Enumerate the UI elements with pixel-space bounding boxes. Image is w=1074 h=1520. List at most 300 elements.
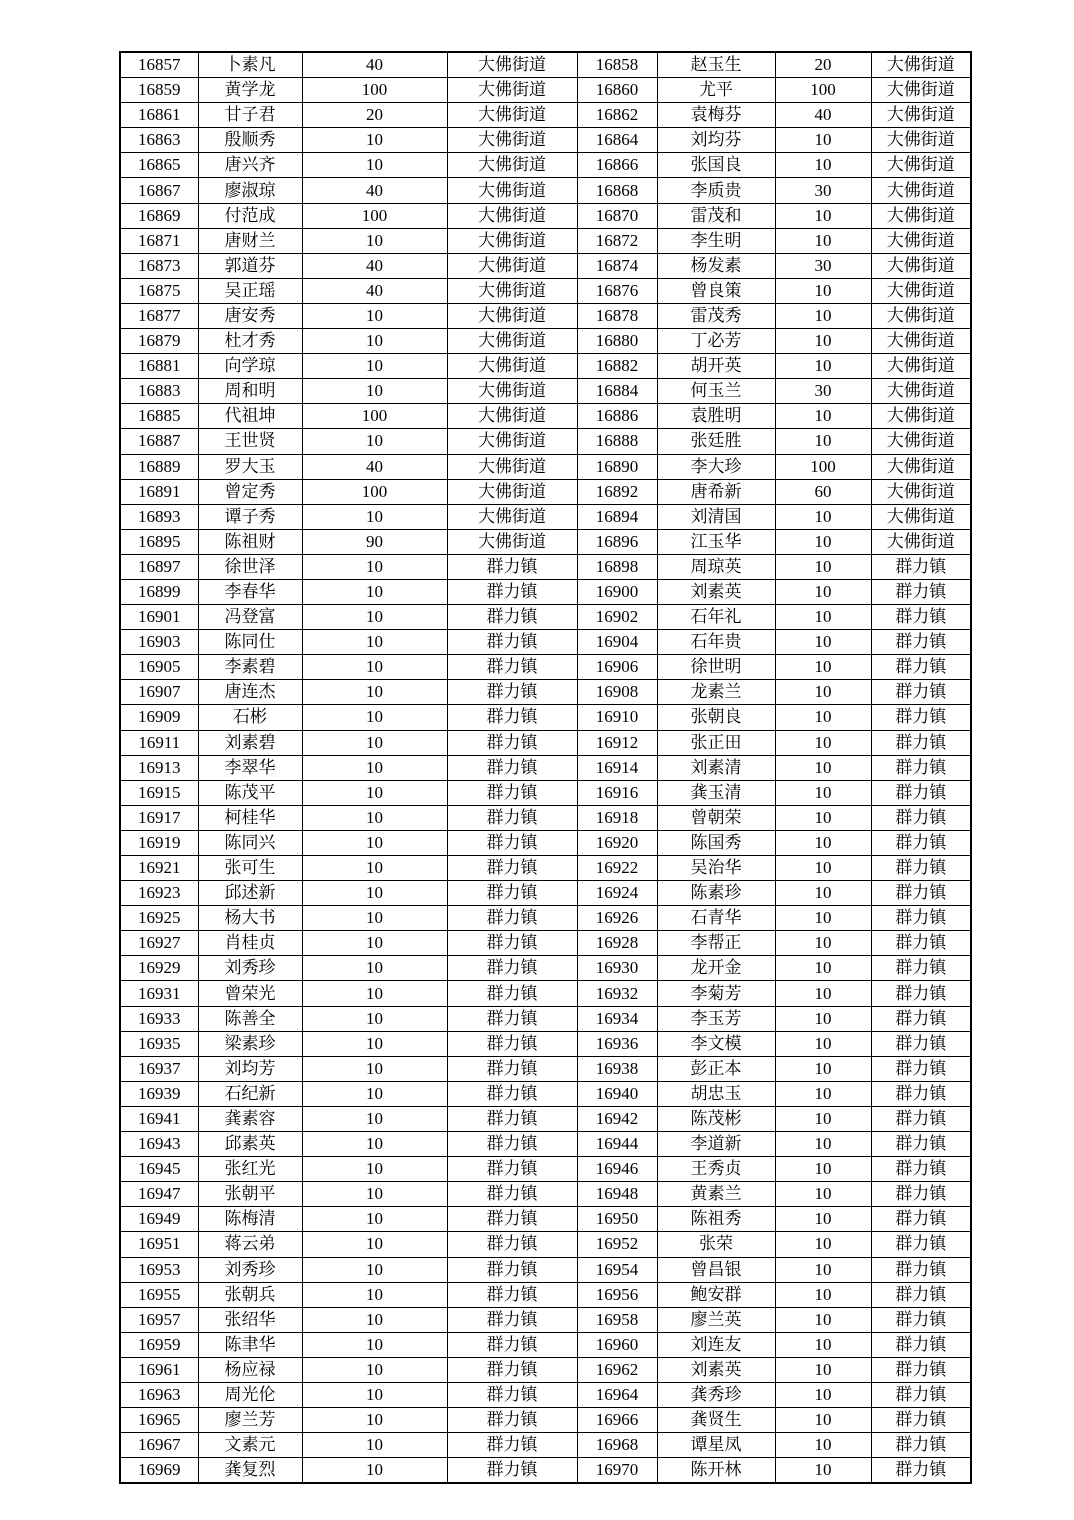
record-id-left: 16967 [120, 1433, 198, 1458]
location-left: 大佛街道 [447, 278, 577, 303]
person-name-right: 鲍安群 [657, 1282, 775, 1307]
person-name-left: 陈聿华 [198, 1332, 302, 1357]
location-right: 群力镇 [871, 554, 971, 579]
location-left: 大佛街道 [447, 228, 577, 253]
location-left: 群力镇 [447, 1056, 577, 1081]
location-left: 大佛街道 [447, 529, 577, 554]
location-left: 群力镇 [447, 1157, 577, 1182]
record-id-right: 16894 [577, 504, 657, 529]
amount-right: 10 [775, 1132, 871, 1157]
amount-left: 10 [302, 128, 447, 153]
person-name-right: 刘清国 [657, 504, 775, 529]
table-row [120, 1182, 971, 1207]
amount-right: 40 [775, 103, 871, 128]
location-left: 大佛街道 [447, 303, 577, 328]
amount-right: 10 [775, 303, 871, 328]
person-name-left: 周和明 [198, 379, 302, 404]
amount-right: 10 [775, 1357, 871, 1382]
location-left: 群力镇 [447, 1257, 577, 1282]
amount-right: 10 [775, 1382, 871, 1407]
record-id-right: 16926 [577, 906, 657, 931]
location-right: 群力镇 [871, 1257, 971, 1282]
location-left: 大佛街道 [447, 504, 577, 529]
table-row [120, 780, 971, 805]
record-id-left: 16865 [120, 153, 198, 178]
amount-left: 10 [302, 655, 447, 680]
amount-left: 10 [302, 303, 447, 328]
person-name-left: 徐世泽 [198, 554, 302, 579]
location-left: 大佛街道 [447, 253, 577, 278]
table-row [120, 228, 971, 253]
amount-right: 10 [775, 529, 871, 554]
person-name-left: 肖桂贞 [198, 931, 302, 956]
amount-right: 10 [775, 1307, 871, 1332]
amount-left: 10 [302, 1257, 447, 1282]
record-id-left: 16859 [120, 78, 198, 103]
amount-right: 10 [775, 1332, 871, 1357]
amount-left: 100 [302, 404, 447, 429]
person-name-left: 甘子君 [198, 103, 302, 128]
location-left: 群力镇 [447, 579, 577, 604]
location-left: 大佛街道 [447, 479, 577, 504]
person-name-right: 王秀贞 [657, 1157, 775, 1182]
amount-left: 10 [302, 830, 447, 855]
location-left: 群力镇 [447, 780, 577, 805]
amount-right: 10 [775, 830, 871, 855]
location-left: 群力镇 [447, 1408, 577, 1433]
location-right: 大佛街道 [871, 52, 971, 78]
location-left: 群力镇 [447, 655, 577, 680]
amount-right: 10 [775, 605, 871, 630]
record-id-right: 16962 [577, 1357, 657, 1382]
location-left: 群力镇 [447, 805, 577, 830]
person-name-right: 尤平 [657, 78, 775, 103]
table-row [120, 906, 971, 931]
record-id-right: 16928 [577, 931, 657, 956]
table-row [120, 1257, 971, 1282]
person-name-right: 石青华 [657, 906, 775, 931]
record-id-right: 16952 [577, 1232, 657, 1257]
table-row [120, 805, 971, 830]
record-id-left: 16961 [120, 1357, 198, 1382]
table-row [120, 1332, 971, 1357]
location-right: 群力镇 [871, 1307, 971, 1332]
record-id-right: 16864 [577, 128, 657, 153]
person-name-left: 杨应禄 [198, 1357, 302, 1382]
person-name-left: 邱素英 [198, 1132, 302, 1157]
person-name-left: 唐安秀 [198, 303, 302, 328]
record-id-right: 16910 [577, 705, 657, 730]
amount-right: 10 [775, 228, 871, 253]
location-left: 大佛街道 [447, 128, 577, 153]
amount-left: 10 [302, 1132, 447, 1157]
amount-left: 10 [302, 680, 447, 705]
person-name-right: 陈开林 [657, 1458, 775, 1484]
person-name-left: 陈同仕 [198, 630, 302, 655]
amount-right: 10 [775, 630, 871, 655]
person-name-right: 李文模 [657, 1031, 775, 1056]
amount-left: 10 [302, 1157, 447, 1182]
record-id-left: 16955 [120, 1282, 198, 1307]
table-row [120, 1282, 971, 1307]
table-row [120, 354, 971, 379]
amount-left: 100 [302, 479, 447, 504]
record-id-left: 16903 [120, 630, 198, 655]
location-left: 群力镇 [447, 1106, 577, 1131]
record-id-left: 16879 [120, 329, 198, 354]
record-id-right: 16964 [577, 1382, 657, 1407]
record-id-left: 16881 [120, 354, 198, 379]
location-right: 大佛街道 [871, 303, 971, 328]
amount-left: 10 [302, 931, 447, 956]
amount-left: 10 [302, 354, 447, 379]
table-row [120, 1458, 971, 1484]
amount-left: 10 [302, 705, 447, 730]
table-row [120, 529, 971, 554]
record-id-left: 16877 [120, 303, 198, 328]
amount-left: 10 [302, 981, 447, 1006]
location-left: 大佛街道 [447, 354, 577, 379]
amount-right: 10 [775, 128, 871, 153]
record-id-left: 16875 [120, 278, 198, 303]
person-name-left: 罗大玉 [198, 454, 302, 479]
amount-left: 10 [302, 1056, 447, 1081]
record-id-left: 16873 [120, 253, 198, 278]
amount-left: 10 [302, 1357, 447, 1382]
amount-right: 10 [775, 1282, 871, 1307]
amount-right: 10 [775, 278, 871, 303]
amount-right: 100 [775, 78, 871, 103]
record-id-left: 16897 [120, 554, 198, 579]
record-id-right: 16916 [577, 780, 657, 805]
record-id-left: 16869 [120, 203, 198, 228]
record-id-right: 16922 [577, 856, 657, 881]
person-name-left: 刘素碧 [198, 730, 302, 755]
amount-right: 10 [775, 203, 871, 228]
record-id-left: 16871 [120, 228, 198, 253]
amount-left: 100 [302, 203, 447, 228]
location-left: 群力镇 [447, 906, 577, 931]
record-id-right: 16954 [577, 1257, 657, 1282]
location-right: 大佛街道 [871, 203, 971, 228]
amount-left: 10 [302, 1006, 447, 1031]
record-id-left: 16915 [120, 780, 198, 805]
table-row [120, 1157, 971, 1182]
record-id-right: 16966 [577, 1408, 657, 1433]
record-id-right: 16896 [577, 529, 657, 554]
amount-left: 10 [302, 1232, 447, 1257]
amount-left: 10 [302, 1307, 447, 1332]
table-row [120, 605, 971, 630]
amount-left: 10 [302, 1408, 447, 1433]
location-left: 群力镇 [447, 730, 577, 755]
table-row [120, 153, 971, 178]
location-left: 大佛街道 [447, 329, 577, 354]
person-name-right: 黄素兰 [657, 1182, 775, 1207]
record-id-right: 16868 [577, 178, 657, 203]
amount-left: 10 [302, 906, 447, 931]
person-name-left: 文素元 [198, 1433, 302, 1458]
person-name-right: 李帮正 [657, 931, 775, 956]
record-id-right: 16930 [577, 956, 657, 981]
record-id-right: 16904 [577, 630, 657, 655]
person-name-right: 刘素英 [657, 579, 775, 604]
person-name-right: 谭星凤 [657, 1433, 775, 1458]
person-name-right: 李生明 [657, 228, 775, 253]
location-left: 群力镇 [447, 1332, 577, 1357]
person-name-right: 陈素珍 [657, 881, 775, 906]
record-id-left: 16887 [120, 429, 198, 454]
location-right: 群力镇 [871, 705, 971, 730]
person-name-left: 刘秀珍 [198, 1257, 302, 1282]
table-row [120, 479, 971, 504]
location-right: 群力镇 [871, 780, 971, 805]
record-id-left: 16933 [120, 1006, 198, 1031]
person-name-left: 张可生 [198, 856, 302, 881]
amount-right: 10 [775, 1207, 871, 1232]
location-right: 大佛街道 [871, 278, 971, 303]
record-id-left: 16921 [120, 856, 198, 881]
location-right: 群力镇 [871, 906, 971, 931]
person-name-left: 李翠华 [198, 755, 302, 780]
record-id-left: 16953 [120, 1257, 198, 1282]
amount-left: 10 [302, 379, 447, 404]
table-row [120, 1207, 971, 1232]
person-name-right: 陈祖秀 [657, 1207, 775, 1232]
table-row [120, 1307, 971, 1332]
location-right: 群力镇 [871, 981, 971, 1006]
table-row [120, 705, 971, 730]
location-right: 群力镇 [871, 1182, 971, 1207]
location-right: 群力镇 [871, 1408, 971, 1433]
record-id-right: 16940 [577, 1081, 657, 1106]
record-id-right: 16862 [577, 103, 657, 128]
person-name-right: 彭正本 [657, 1056, 775, 1081]
person-name-right: 袁胜明 [657, 404, 775, 429]
record-id-right: 16942 [577, 1106, 657, 1131]
table-row [120, 1006, 971, 1031]
amount-left: 10 [302, 755, 447, 780]
person-name-right: 曾良策 [657, 278, 775, 303]
person-name-right: 刘素英 [657, 1357, 775, 1382]
record-id-left: 16965 [120, 1408, 198, 1433]
table-row [120, 429, 971, 454]
amount-right: 10 [775, 705, 871, 730]
person-name-right: 龚秀珍 [657, 1382, 775, 1407]
location-left: 大佛街道 [447, 103, 577, 128]
record-id-right: 16860 [577, 78, 657, 103]
amount-right: 10 [775, 1408, 871, 1433]
record-id-right: 16906 [577, 655, 657, 680]
location-right: 大佛街道 [871, 429, 971, 454]
amount-right: 10 [775, 1232, 871, 1257]
record-id-right: 16948 [577, 1182, 657, 1207]
location-right: 大佛街道 [871, 529, 971, 554]
amount-right: 10 [775, 730, 871, 755]
amount-left: 40 [302, 52, 447, 78]
roster-body [120, 52, 971, 1483]
location-right: 大佛街道 [871, 103, 971, 128]
person-name-left: 向学琼 [198, 354, 302, 379]
table-row [120, 755, 971, 780]
location-right: 大佛街道 [871, 178, 971, 203]
person-name-left: 廖兰芳 [198, 1408, 302, 1433]
record-id-left: 16889 [120, 454, 198, 479]
location-left: 群力镇 [447, 630, 577, 655]
record-id-right: 16958 [577, 1307, 657, 1332]
amount-left: 10 [302, 329, 447, 354]
person-name-right: 李质贵 [657, 178, 775, 203]
amount-right: 10 [775, 981, 871, 1006]
location-left: 大佛街道 [447, 78, 577, 103]
location-left: 群力镇 [447, 1357, 577, 1382]
record-id-right: 16938 [577, 1056, 657, 1081]
record-id-left: 16943 [120, 1132, 198, 1157]
location-right: 群力镇 [871, 1433, 971, 1458]
location-left: 群力镇 [447, 881, 577, 906]
table-row [120, 103, 971, 128]
amount-right: 10 [775, 680, 871, 705]
record-id-left: 16867 [120, 178, 198, 203]
location-right: 大佛街道 [871, 253, 971, 278]
location-left: 大佛街道 [447, 203, 577, 228]
location-left: 群力镇 [447, 680, 577, 705]
location-right: 群力镇 [871, 630, 971, 655]
amount-left: 10 [302, 1207, 447, 1232]
amount-left: 90 [302, 529, 447, 554]
location-left: 群力镇 [447, 1132, 577, 1157]
table-row [120, 1408, 971, 1433]
amount-right: 10 [775, 429, 871, 454]
person-name-left: 杨大书 [198, 906, 302, 931]
location-right: 大佛街道 [871, 329, 971, 354]
person-name-left: 张朝兵 [198, 1282, 302, 1307]
location-right: 群力镇 [871, 1031, 971, 1056]
person-name-right: 龚玉清 [657, 780, 775, 805]
table-row [120, 78, 971, 103]
amount-right: 10 [775, 1458, 871, 1484]
location-right: 群力镇 [871, 856, 971, 881]
location-right: 群力镇 [871, 1232, 971, 1257]
table-row [120, 680, 971, 705]
amount-right: 20 [775, 52, 871, 78]
table-row [120, 881, 971, 906]
amount-right: 10 [775, 655, 871, 680]
amount-right: 10 [775, 1081, 871, 1106]
amount-left: 10 [302, 730, 447, 755]
amount-right: 100 [775, 454, 871, 479]
location-left: 大佛街道 [447, 178, 577, 203]
record-id-left: 16857 [120, 52, 198, 78]
location-right: 群力镇 [871, 1207, 971, 1232]
record-id-left: 16883 [120, 379, 198, 404]
person-name-right: 雷茂和 [657, 203, 775, 228]
person-name-right: 胡开英 [657, 354, 775, 379]
amount-left: 10 [302, 429, 447, 454]
location-left: 群力镇 [447, 856, 577, 881]
person-name-right: 唐希新 [657, 479, 775, 504]
record-id-left: 16911 [120, 730, 198, 755]
record-id-left: 16901 [120, 605, 198, 630]
amount-left: 10 [302, 856, 447, 881]
person-name-left: 陈善全 [198, 1006, 302, 1031]
amount-left: 10 [302, 956, 447, 981]
table-row [120, 554, 971, 579]
person-name-right: 雷茂秀 [657, 303, 775, 328]
table-row [120, 630, 971, 655]
record-id-right: 16870 [577, 203, 657, 228]
person-name-right: 廖兰英 [657, 1307, 775, 1332]
person-name-right: 石年礼 [657, 605, 775, 630]
location-right: 群力镇 [871, 1382, 971, 1407]
amount-right: 10 [775, 856, 871, 881]
person-name-right: 赵玉生 [657, 52, 775, 78]
person-name-right: 刘素清 [657, 755, 775, 780]
record-id-right: 16900 [577, 579, 657, 604]
person-name-left: 刘均芳 [198, 1056, 302, 1081]
location-left: 大佛街道 [447, 454, 577, 479]
record-id-left: 16935 [120, 1031, 198, 1056]
location-right: 群力镇 [871, 805, 971, 830]
table-row [120, 931, 971, 956]
location-right: 群力镇 [871, 1458, 971, 1484]
person-name-right: 龙素兰 [657, 680, 775, 705]
amount-left: 20 [302, 103, 447, 128]
record-id-left: 16899 [120, 579, 198, 604]
record-id-right: 16866 [577, 153, 657, 178]
location-left: 大佛街道 [447, 153, 577, 178]
record-id-left: 16893 [120, 504, 198, 529]
record-id-right: 16960 [577, 1332, 657, 1357]
location-left: 群力镇 [447, 1382, 577, 1407]
amount-right: 10 [775, 1157, 871, 1182]
table-row [120, 579, 971, 604]
record-id-right: 16956 [577, 1282, 657, 1307]
location-right: 群力镇 [871, 1132, 971, 1157]
person-name-left: 陈祖财 [198, 529, 302, 554]
record-id-right: 16888 [577, 429, 657, 454]
amount-left: 10 [302, 1106, 447, 1131]
amount-left: 10 [302, 1081, 447, 1106]
amount-left: 10 [302, 605, 447, 630]
amount-left: 10 [302, 554, 447, 579]
table-row [120, 730, 971, 755]
table-row [120, 52, 971, 78]
person-name-left: 李春华 [198, 579, 302, 604]
record-id-left: 16913 [120, 755, 198, 780]
person-name-left: 龚素容 [198, 1106, 302, 1131]
amount-right: 10 [775, 755, 871, 780]
table-row [120, 1232, 971, 1257]
record-id-left: 16951 [120, 1232, 198, 1257]
person-name-right: 刘均芬 [657, 128, 775, 153]
location-left: 群力镇 [447, 1458, 577, 1484]
amount-left: 10 [302, 881, 447, 906]
amount-right: 10 [775, 881, 871, 906]
person-name-right: 周琼英 [657, 554, 775, 579]
record-id-right: 16924 [577, 881, 657, 906]
record-id-right: 16950 [577, 1207, 657, 1232]
person-name-right: 张朝良 [657, 705, 775, 730]
person-name-left: 邱述新 [198, 881, 302, 906]
record-id-left: 16917 [120, 805, 198, 830]
person-name-right: 何玉兰 [657, 379, 775, 404]
location-right: 大佛街道 [871, 228, 971, 253]
amount-right: 10 [775, 554, 871, 579]
location-left: 群力镇 [447, 1282, 577, 1307]
person-name-right: 袁梅芬 [657, 103, 775, 128]
record-id-left: 16905 [120, 655, 198, 680]
